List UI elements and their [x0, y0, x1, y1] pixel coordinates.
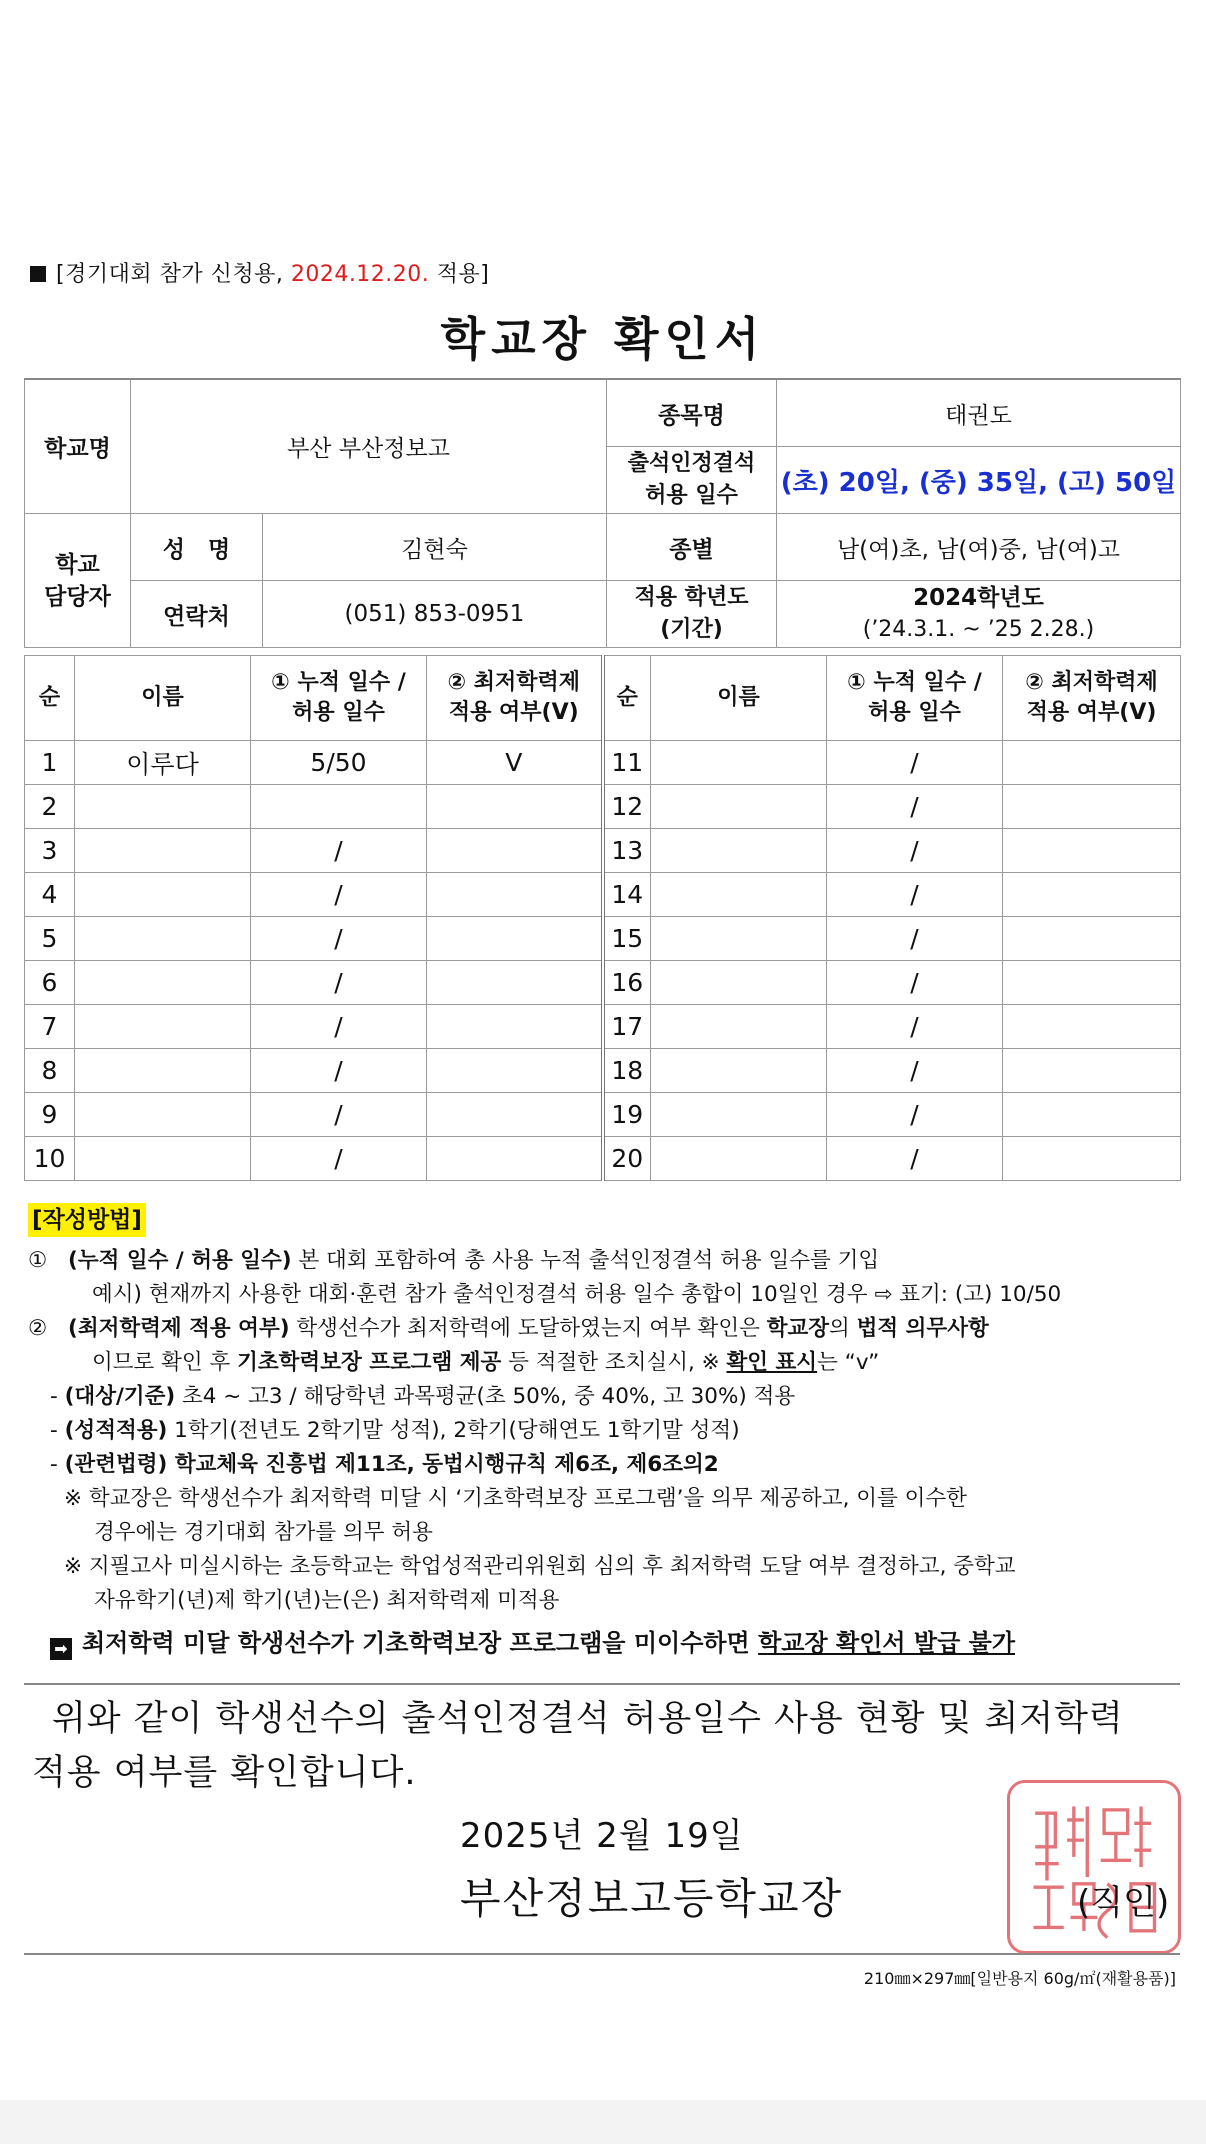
official-seal-icon	[1007, 1780, 1181, 1954]
confirmation-line2: 적용 여부를 확인합니다.	[32, 1753, 417, 1793]
item2-line2-c: 는 “v”	[817, 1350, 880, 1375]
roster-header-row	[25, 656, 1181, 741]
student-name-right	[651, 1137, 827, 1181]
form-usage-note	[30, 257, 489, 288]
item2-bold3: 법적 의무사항	[856, 1316, 989, 1341]
grade-application-line: - (성적적용) 1학기(전년도 2학기말 성적), 2학기(당해연도 1학기말 성적)	[50, 1418, 740, 1443]
confirmation-statement	[32, 1692, 1162, 1800]
days-cell: /	[251, 829, 427, 873]
row-number: 9	[25, 1093, 75, 1137]
school-value: 부산 부산정보고	[131, 379, 607, 514]
final-warning	[28, 1626, 1188, 1660]
seal-graphic	[1010, 1783, 1178, 1951]
student-name-right	[651, 829, 827, 873]
days-cell: /	[251, 917, 427, 961]
min-check-cell-right	[1003, 829, 1181, 873]
note-1-line2: 경우에는 경기대회 참가를 의무 허용	[94, 1520, 433, 1545]
header-min-right	[1003, 656, 1181, 741]
student-name-right	[651, 1049, 827, 1093]
min-check-cell	[427, 1005, 603, 1049]
student-name	[75, 1137, 251, 1181]
student-name	[75, 1005, 251, 1049]
student-name	[75, 873, 251, 917]
min-check-cell-right	[1003, 917, 1181, 961]
min-check-cell	[427, 829, 603, 873]
contact-label: 연락처	[131, 581, 263, 648]
final-warning-text: 최저학력 미달 학생선수가 기초학력보장 프로그램을 미이수하면	[82, 1629, 759, 1657]
table-row	[25, 917, 1181, 961]
days-cell: /	[251, 961, 427, 1005]
usage-date: 2024.12.20.	[290, 262, 430, 287]
row-number: 2	[25, 785, 75, 829]
related-law-bold: (관련법령)	[64, 1452, 168, 1477]
grade-application-text: 1학기(전년도 2학기말 성적), 2학기(당해연도 1학기말 성적)	[167, 1418, 740, 1443]
row-number: 10	[25, 1137, 75, 1181]
manager-label-line2: 담당자	[44, 583, 111, 610]
days-cell-right: /	[827, 1137, 1003, 1181]
criteria-bold: (대상/기준)	[64, 1384, 176, 1409]
row-number-right: 12	[603, 785, 651, 829]
item2-line2-b: 등 적절한 조치실시, ※	[501, 1350, 727, 1375]
seal-note: (직인)	[1077, 1883, 1170, 1923]
name-value: 김현숙	[263, 514, 607, 581]
days-cell-right: /	[827, 1049, 1003, 1093]
instruction-item-2-line2	[28, 1346, 1188, 1380]
year-label-line1: 적용 학년도	[634, 585, 749, 610]
issue-date: 2025년 2월 19일	[460, 1816, 744, 1856]
table-row	[25, 873, 1181, 917]
min-check-cell	[427, 917, 603, 961]
manager-label	[25, 514, 131, 648]
name-label: 성 명	[131, 514, 263, 581]
related-law-text: 학교체육 진흥법 제11조, 동법시행규칙 제6조, 제6조의2	[167, 1452, 719, 1477]
min-check-cell-right	[1003, 961, 1181, 1005]
header-days-line2: 허용 일수	[292, 700, 385, 725]
item1-number: ①	[28, 1248, 48, 1273]
confirmation-line1: 위와 같이 학생선수의 출석인정결석 허용일수 사용 현황 및 최저학력	[52, 1699, 1124, 1739]
table-row	[25, 741, 1181, 785]
days-cell	[251, 785, 427, 829]
school-label: 학교명	[25, 379, 131, 514]
min-check-cell	[427, 785, 603, 829]
days-cell-right: /	[827, 1005, 1003, 1049]
header-min-line1: ② 최저학력제	[447, 670, 581, 695]
paper-spec-footer: 210㎜×297㎜[일반용지 60g/㎡(재활용품)]	[863, 1969, 1176, 1988]
item2-bold: (최저학력제 적용 여부)	[68, 1316, 290, 1341]
contact-value: (051) 853-0951	[263, 581, 607, 648]
row-number: 5	[25, 917, 75, 961]
grade-application-bold: (성적적용)	[64, 1418, 168, 1443]
student-name-right	[651, 961, 827, 1005]
days-cell-right: /	[827, 1093, 1003, 1137]
student-name-right	[651, 785, 827, 829]
row-number-right: 14	[603, 873, 651, 917]
section-divider	[24, 1683, 1180, 1685]
related-law-line: - (관련법령) 학교체육 진흥법 제11조, 동법시행규칙 제6조, 제6조의2	[50, 1452, 719, 1477]
min-check-cell-right	[1003, 873, 1181, 917]
table-row	[25, 829, 1181, 873]
item2-bold2: 학교장	[766, 1316, 830, 1341]
absence-label	[607, 447, 777, 514]
year-value-line1: 2024학년도	[913, 585, 1044, 611]
student-name: 이루다	[75, 741, 251, 785]
student-name	[75, 829, 251, 873]
days-cell-right: /	[827, 785, 1003, 829]
category-value: 남(여)초, 남(여)중, 남(여)고	[777, 514, 1181, 581]
min-check-cell: V	[427, 741, 603, 785]
info-table	[24, 378, 1181, 648]
days-cell: /	[251, 1049, 427, 1093]
header-days-right	[827, 656, 1003, 741]
category-label: 종별	[607, 514, 777, 581]
min-check-cell	[427, 873, 603, 917]
row-number: 6	[25, 961, 75, 1005]
days-cell-right: /	[827, 829, 1003, 873]
row-number: 1	[25, 741, 75, 785]
days-cell-right: /	[827, 741, 1003, 785]
row-number-right: 16	[603, 961, 651, 1005]
min-check-cell	[427, 1137, 603, 1181]
instruction-item-1-example: 예시) 현재까지 사용한 대회·훈련 참가 출석인정결석 허용 일수 총합이 10일인 경우 ⇨ 표기: (고) 10/50	[92, 1282, 1062, 1307]
min-check-cell	[427, 1093, 603, 1137]
days-cell-right: /	[827, 961, 1003, 1005]
square-bullet-icon	[30, 266, 46, 282]
row-number: 8	[25, 1049, 75, 1093]
days-cell: 5/50	[251, 741, 427, 785]
min-check-cell	[427, 1049, 603, 1093]
roster-table	[24, 655, 1181, 1181]
item1-text: 본 대회 포함하여 총 사용 누적 출석인정결석 허용 일수를 기입	[291, 1248, 880, 1273]
student-name-right	[651, 917, 827, 961]
table-row	[25, 961, 1181, 1005]
student-name-right	[651, 741, 827, 785]
student-name-right	[651, 1005, 827, 1049]
row-number-right: 15	[603, 917, 651, 961]
year-label-line2: (기간)	[660, 617, 723, 642]
days-cell: /	[251, 1005, 427, 1049]
min-check-cell-right	[1003, 1049, 1181, 1093]
absence-value: (초) 20일, (중) 35일, (고) 50일	[777, 447, 1181, 514]
row-number-right: 20	[603, 1137, 651, 1181]
criteria-text: 초4 ~ 고3 / 해당학년 과목평균(초 50%, 중 40%, 고 30%) 적용	[175, 1384, 796, 1409]
table-row	[25, 1137, 1181, 1181]
item2-line2-bold: 기초학력보장 프로그램 제공	[237, 1350, 502, 1375]
header-name: 이름	[75, 656, 251, 741]
header-min-line2: 적용 여부(V)	[448, 700, 579, 725]
usage-prefix: [경기대회 참가 신청용,	[56, 262, 291, 287]
row-number-right: 18	[603, 1049, 651, 1093]
item2-line2-underlined: 확인 표시	[726, 1350, 818, 1375]
days-cell: /	[251, 1093, 427, 1137]
student-name	[75, 917, 251, 961]
usage-suffix: 적용]	[429, 262, 490, 287]
absence-label-line1: 출석인정결석	[627, 451, 756, 476]
footer-divider	[24, 1953, 1180, 1955]
row-number-right: 11	[603, 741, 651, 785]
year-value	[777, 581, 1181, 648]
row-number: 7	[25, 1005, 75, 1049]
principal-title: 부산정보고등학교장	[460, 1874, 844, 1923]
student-name	[75, 961, 251, 1005]
table-row	[25, 1093, 1181, 1137]
year-value-line2: (’24.3.1. ~ ’25 2.28.)	[862, 617, 1095, 642]
days-cell: /	[251, 1137, 427, 1181]
min-check-cell	[427, 961, 603, 1005]
header-days-line1: ① 누적 일수 /	[271, 670, 406, 695]
header-days	[251, 656, 427, 741]
writing-instructions	[28, 1203, 1188, 1660]
item2-number: ②	[28, 1316, 48, 1341]
row-number-right: 17	[603, 1005, 651, 1049]
year-label	[607, 581, 777, 648]
header-min-right-line1: ② 최저학력제	[1025, 670, 1158, 695]
instruction-item-1	[28, 1244, 1188, 1278]
row-number-right: 13	[603, 829, 651, 873]
header-no-right: 순	[603, 656, 651, 741]
header-name-right: 이름	[651, 656, 827, 741]
arrow-box-icon: ➡	[50, 1638, 72, 1660]
min-check-cell-right	[1003, 785, 1181, 829]
header-min-right-line2: 적용 여부(V)	[1026, 700, 1157, 725]
row-number-right: 19	[603, 1093, 651, 1137]
days-cell-right: /	[827, 917, 1003, 961]
header-min	[427, 656, 603, 741]
header-no: 순	[25, 656, 75, 741]
criteria-line: - (대상/기준) 초4 ~ 고3 / 해당학년 과목평균(초 50%, 중 40%, 고 30%) 적용	[50, 1384, 796, 1409]
header-days-right-line2: 허용 일수	[868, 700, 961, 725]
note-2-line1: ※ 지필고사 미실시하는 초등학교는 학업성적관리위원회 심의 후 최저학력 도달 여부 결정하고, 중학교	[64, 1554, 1016, 1579]
min-check-cell-right	[1003, 1005, 1181, 1049]
days-cell-right: /	[827, 873, 1003, 917]
student-name	[75, 785, 251, 829]
row-number: 3	[25, 829, 75, 873]
event-value: 태권도	[777, 379, 1181, 447]
days-cell: /	[251, 873, 427, 917]
note-2-line2: 자유학기(년)제 학기(년)는(은) 최저학력제 미적용	[94, 1588, 560, 1613]
event-label: 종목명	[607, 379, 777, 447]
note-1-line1: ※ 학교장은 학생선수가 최저학력 미달 시 ‘기초학력보장 프로그램’을 의무 제공하고, 이를 이수한	[64, 1486, 967, 1511]
item1-bold: (누적 일수 / 허용 일수)	[68, 1248, 292, 1273]
table-row	[25, 1005, 1181, 1049]
absence-label-line2: 허용 일수	[645, 483, 738, 508]
table-row	[25, 1049, 1181, 1093]
min-check-cell-right	[1003, 1137, 1181, 1181]
final-warning-underlined: 학교장 확인서 발급 불가	[758, 1629, 1016, 1657]
screen-bottom-margin	[0, 2100, 1206, 2144]
instruction-item-2	[28, 1312, 1188, 1346]
student-name-right	[651, 873, 827, 917]
instructions-title: [작성방법]	[28, 1203, 146, 1237]
min-check-cell-right	[1003, 1093, 1181, 1137]
document-title: 학교장 확인서	[440, 312, 766, 366]
min-check-cell-right	[1003, 741, 1181, 785]
item2-text-b: 의	[829, 1316, 857, 1341]
header-days-right-line1: ① 누적 일수 /	[847, 670, 982, 695]
student-name	[75, 1049, 251, 1093]
table-row	[25, 785, 1181, 829]
row-number: 4	[25, 873, 75, 917]
student-name	[75, 1093, 251, 1137]
manager-label-line1: 학교	[55, 551, 100, 578]
item2-line2-a: 이므로 확인 후	[92, 1350, 238, 1375]
student-name-right	[651, 1093, 827, 1137]
item2-text-a: 학생선수가 최저학력에 도달하였는지 여부 확인은	[289, 1316, 767, 1341]
